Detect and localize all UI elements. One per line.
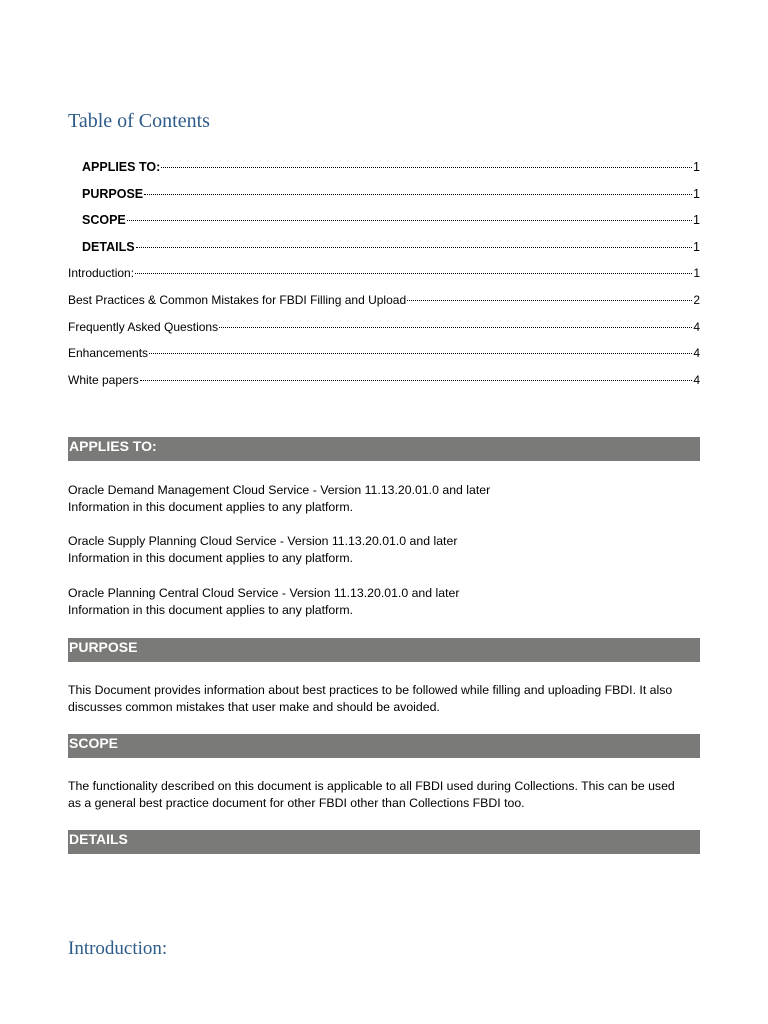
toc-entry-purpose[interactable] — [68, 187, 700, 214]
toc-entry-introduction[interactable] — [68, 266, 700, 293]
toc-entry-label: APPLIES TO: — [82, 160, 161, 174]
applies-to-heading-bar: APPLIES TO: — [68, 437, 700, 461]
product-version-text: Oracle Demand Management Cloud Service - Version 11.13.20.01.0 and later — [68, 483, 491, 497]
toc-leader — [136, 247, 693, 248]
toc-entry-white-papers[interactable] — [68, 373, 700, 400]
scope-line-2: as a general best practice document for other FBDI other than Collections FBDI too. — [68, 796, 525, 810]
toc-entry-page: 4 — [693, 346, 700, 361]
platform-text: Information in this document applies to any platform. — [68, 551, 354, 565]
toc-leader — [149, 353, 692, 354]
toc-entry-details[interactable] — [68, 240, 700, 267]
purpose-line-2: discusses common mistakes that user make and should be avoided. — [68, 700, 440, 714]
toc-entry-page: 2 — [693, 292, 700, 307]
details-heading-bar: DETAILS — [68, 830, 700, 854]
toc-entry-page: 1 — [693, 186, 700, 201]
platform-text: Information in this document applies to any platform. — [68, 500, 354, 514]
toc-entry-page: 1 — [693, 213, 700, 228]
toc-entry-label: Best Practices & Common Mistakes for FBDI Filling and Upload — [68, 292, 407, 307]
toc-leader — [161, 167, 692, 168]
toc-entry-label: PURPOSE — [82, 186, 144, 201]
scope-paragraph — [68, 778, 700, 812]
toc-title: Table of Contents — [68, 110, 210, 132]
toc-entry-label: DETAILS — [82, 239, 135, 254]
toc-entry-page: 1 — [693, 160, 700, 174]
toc-entry-scope[interactable] — [68, 213, 700, 240]
applies-to-item — [68, 482, 700, 516]
toc-entry-faq[interactable] — [68, 320, 700, 347]
toc-leader — [144, 194, 692, 195]
toc-leader — [407, 300, 692, 301]
introduction-heading: Introduction: — [68, 938, 168, 959]
toc-entry-label: Introduction: — [68, 266, 135, 281]
toc-entry-label: Enhancements — [68, 346, 149, 361]
product-version-text: Oracle Supply Planning Cloud Service - Version 11.13.20.01.0 and later — [68, 534, 458, 548]
toc-entry-enhancements[interactable] — [68, 346, 700, 373]
toc-entry-page: 4 — [693, 319, 700, 334]
purpose-heading-bar: PURPOSE — [68, 638, 700, 662]
toc-entry-page: 4 — [693, 372, 700, 387]
toc-entry-label: SCOPE — [82, 213, 126, 228]
toc-leader — [127, 220, 692, 221]
purpose-paragraph — [68, 682, 700, 716]
toc-entry-label: White papers — [68, 372, 139, 387]
purpose-line-1: This Document provides information about best practices to be followed while filling and uploading FBDI. It also — [68, 683, 673, 697]
toc-entry-applies-to[interactable] — [68, 160, 700, 187]
product-version-text: Oracle Planning Central Cloud Service - Version 11.13.20.01.0 and later — [68, 586, 460, 600]
scope-line-1: The functionality described on this document is applicable to all FBDI used during Collections. This can be used — [68, 779, 675, 793]
scope-heading-bar: SCOPE — [68, 734, 700, 758]
toc-leader — [219, 327, 692, 328]
toc-leader — [135, 273, 692, 274]
toc-leader — [140, 380, 693, 381]
toc-entry-label: Frequently Asked Questions — [68, 319, 219, 334]
platform-text: Information in this document applies to any platform. — [68, 603, 354, 617]
toc-entry-best-practices[interactable] — [68, 293, 700, 320]
toc-entry-page: 1 — [693, 239, 700, 254]
toc-list — [68, 160, 700, 399]
toc-entry-page: 1 — [693, 266, 700, 281]
applies-to-item — [68, 533, 700, 567]
applies-to-item — [68, 585, 700, 619]
